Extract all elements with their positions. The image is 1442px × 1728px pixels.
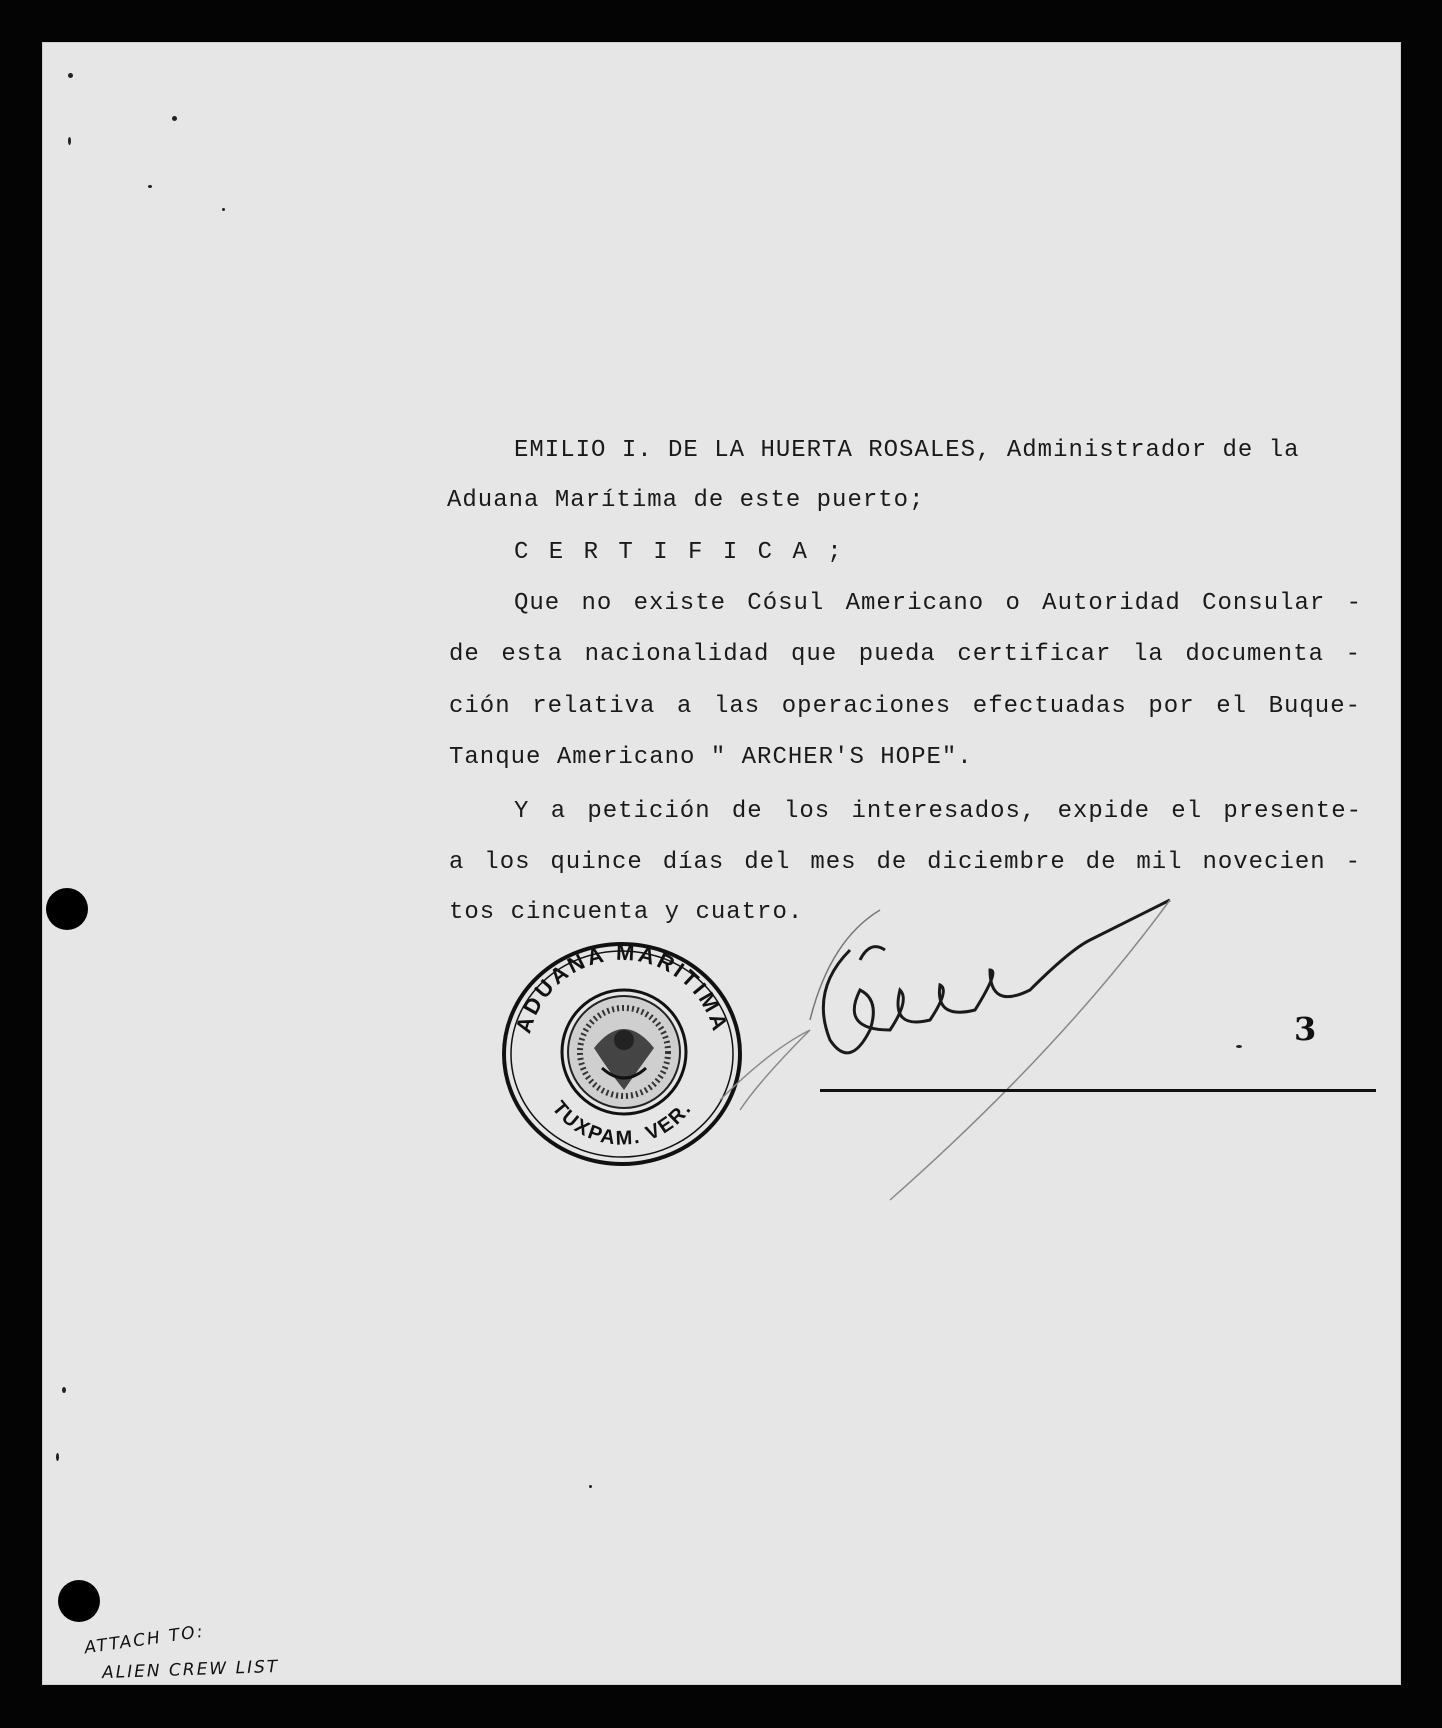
certifica-heading: C E R T I F I C A ; [514,539,845,566]
seal-text-top: ADUANA MARITIMA [510,940,734,1037]
paper-speck [68,137,71,145]
paper-speck [172,116,177,121]
paper-speck [148,185,152,188]
closing-line-3: tos cincuenta y cuatro. [449,899,804,926]
paper-speck [68,73,73,78]
paper-speck [222,208,225,211]
closing-line-2: a los quince días del mes de diciembre de mil novecien - [449,849,1361,876]
punch-hole-upper [46,888,88,930]
handwritten-note-line-1: ATTACH TO: [83,1621,206,1659]
body-line-1: Que no existe Cósul Americano o Autoridad Consular - [514,590,1362,617]
paper-speck [56,1453,59,1461]
page-number: 3 [1294,1010,1317,1048]
paper-speck [1236,1045,1242,1048]
paper-speck [589,1485,592,1488]
seal-text-bottom: TUXPAM. VER. [547,1097,697,1150]
body-line-2: de esta nacionalidad que pueda certificar la documenta - [449,641,1361,668]
paper-speck [62,1387,66,1393]
signature-line [820,1089,1376,1092]
punch-hole-lower [58,1580,100,1622]
handwritten-note-line-2: ALIEN CREW LIST [101,1656,280,1684]
body-line-3: ción relativa a las operaciones efectuadas por el Buque- [449,693,1361,720]
issuer-line: EMILIO I. DE LA HUERTA ROSALES, Administrador de la [514,437,1300,464]
closing-line-1: Y a petición de los interesados, expide el presente- [514,798,1362,825]
body-line-4: Tanque Americano " ARCHER'S HOPE". [449,744,973,771]
signature [700,880,1260,1210]
issuer-line-2: Aduana Marítima de este puerto; [447,487,925,514]
